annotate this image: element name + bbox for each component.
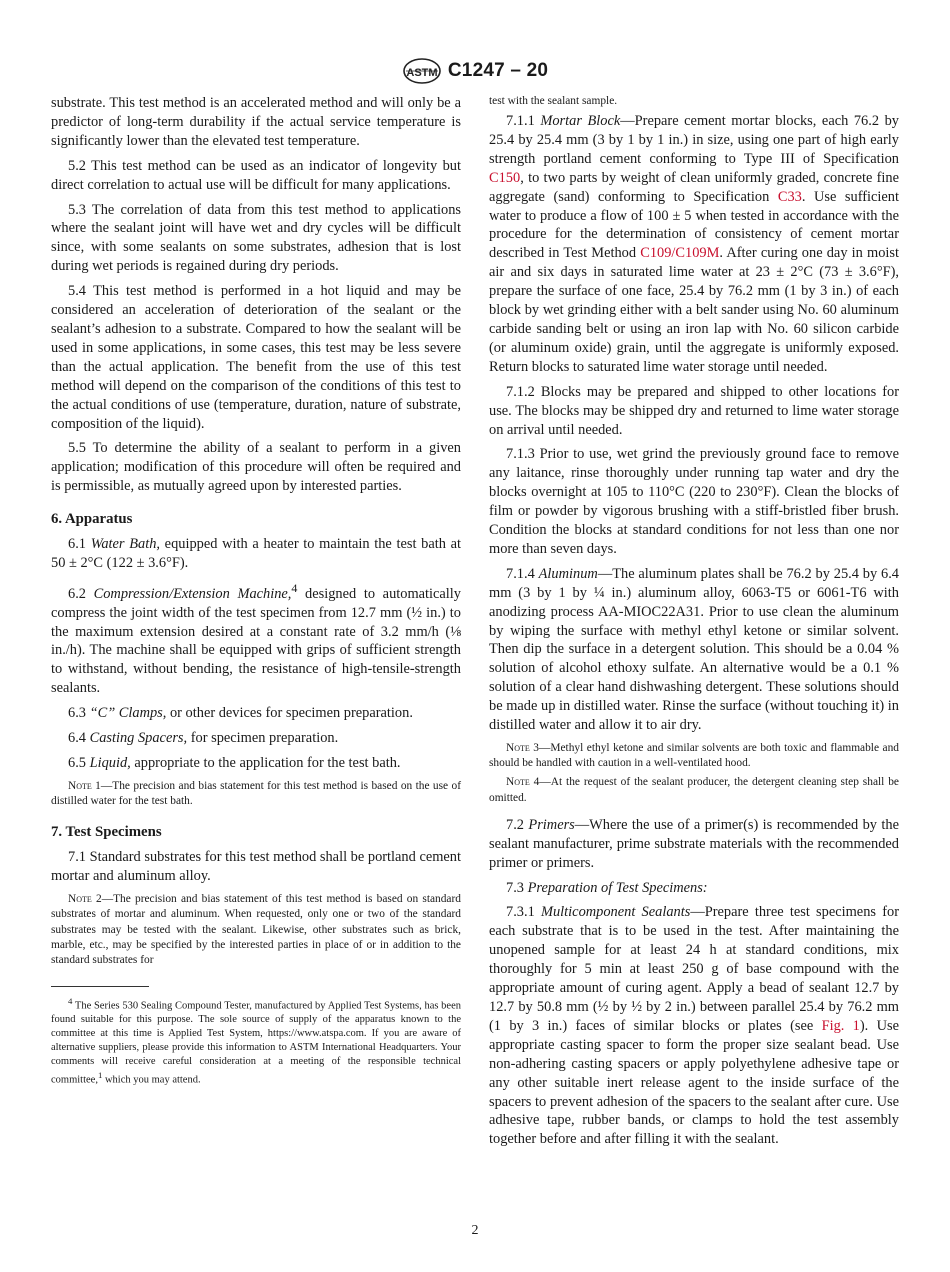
link-c33[interactable]: C33 — [777, 188, 802, 205]
clause-number: 6.3 — [68, 705, 90, 722]
clause-text: for specimen preparation. — [187, 730, 339, 747]
clause-text: . After curing one day in moist air and six days in saturated lime water at 23 ± 2°C (73 ± 3.6°F), prepare the surface of one face, 25.4 by 76.2 mm (1 by 3 in.) of each block by wet grinding either with a belt sander using No. 60 aluminum carbide sanding belt or using an iron lap with No. 60 silicon carbide (or aluminum oxide) grain, until the aggregate is uniformly exposed. Return blocks to saturated lime water storage until needed. — [489, 245, 900, 375]
paragraph-6-2 — [51, 579, 461, 698]
clause-number: 7.3 — [506, 879, 528, 896]
footnote-text-end: which you may attend. — [102, 1074, 201, 1086]
note-2-continued: test with the sealant sample. — [489, 95, 618, 107]
note-2 — [51, 892, 461, 968]
note-label: Note 4 — [506, 776, 540, 789]
term: Mortar Block — [540, 113, 621, 129]
clause-text: —Where the use of a primer(s) is recommended by the sealant manufacturer, prime substrate materials with the recommended primer or primers. — [489, 816, 899, 871]
paragraph-6-3 — [51, 704, 461, 723]
note-3 — [489, 741, 899, 771]
term: Multicomponent Sealants — [541, 904, 691, 921]
clause-text: or other devices for specimen preparation. — [166, 705, 413, 722]
paragraph-5-3: 5.3 The correlation of data from this test method to applications where the sealant joint will have wet and dry cycles will be difficult since, with some sealants on some substrates, adhesion that is lost during wet periods is regained during dry periods. — [51, 201, 461, 275]
clause-number: 7.2 — [506, 816, 529, 833]
paragraph-6-5 — [51, 754, 461, 773]
clause-text: —Prepare three test specimens for each substrate that is to be used in the test. After maintaining the unopened sample for at least 24 h at standard conditions, mix thoroughly for 5 min at least 250 g of base compound with the appropriate amount of curing agent. Apply a bead of sealant 12.7 by 12.7 by 50.8 mm (½ by ½ by 2 in.) between parallel 25.4 by 76.2 mm (1 by 3 in.) faces of similar blocks or plates (see — [489, 904, 899, 1034]
paragraph-5-5: 5.5 To determine the ability of a sealant to perform in a given application; modification of this procedure will often be required and is permissible, as mutually agreed upon by interested parties. — [51, 440, 461, 495]
link-c109[interactable]: C109/C109M — [640, 245, 720, 262]
term: Aluminum — [538, 565, 598, 582]
paragraph-7-1-2: 7.1.2 Blocks may be prepared and shipped to other locations for use. The blocks may be shipped dry and returned to lime water storage on arrival until needed. — [489, 383, 899, 438]
clause-number: 6.4 — [68, 730, 90, 747]
clause-number: 7.1.4 — [506, 565, 539, 582]
note-text: —The precision and bias statement of this test method is based on standard substrates of mortar and aluminum. When requested, only one or two of the standard substrates may be tested with the sealant. Likewise, other substrates such as brick, marble, etc., may be specified by the interested parties in place of or in addition to the standard substrates for — [51, 893, 461, 966]
section-heading-test-specimens: 7. Test Specimens — [51, 824, 162, 841]
paragraph-7-1-4 — [489, 565, 899, 735]
section-heading-apparatus: 6. Apparatus — [51, 511, 133, 528]
note-text: —The precision and bias statement for this test method is based on the use of distilled water for the test bath. — [51, 779, 461, 808]
footnote-4 — [51, 995, 461, 1087]
paragraph-7-1-1 — [489, 112, 899, 377]
paragraph-7-1-3: 7.1.3 Prior to use, wet grind the previously ground face to remove any laitance, rinse thoroughly under running tap water and dry the blocks overnight at 105 to 110°C (220 to 230°F). Clean the blocks of film or powder by vigorous brushing with a stiff-bristled fiber brush. Condition the blocks at standard conditions for not less than one nor more than seven days. — [489, 446, 899, 557]
clause-number: 7.3.1 — [506, 904, 541, 921]
term: Liquid, — [89, 754, 131, 771]
clause-text: , to two parts by weight of clean uniformly graded, concrete fine aggregate (sand) conforming to Specification — [489, 169, 899, 205]
paragraph-7-1: 7.1 Standard substrates for this test method shall be portland cement mortar and aluminum alloy. — [51, 849, 461, 885]
paragraph-5-2: 5.2 This test method can be used as an indicator of longevity but direct correlation to actual use will be difficult for many applications. — [51, 157, 461, 193]
footnote-ref: 4 — [291, 580, 298, 595]
term: Preparation of Test Specimens: — [527, 879, 708, 896]
clause-number: 6.2 — [68, 585, 94, 602]
note-label: Note 1 — [68, 779, 101, 792]
term: Primers — [528, 816, 575, 833]
note-text: —At the request of the sealant producer, the detergent cleaning step shall be omitted. — [489, 776, 899, 804]
note-text: —Methyl ethyl ketone and similar solvents are both toxic and flammable and should be handled with caution in a well-ventilated hood. — [489, 742, 899, 770]
paragraph-5-1-continued: substrate. This test method is an accelerated method and will only be a predictor of long-term durability if the actual service temperature is significantly lower than the elevated test temperature. — [51, 95, 461, 149]
paragraph-7-3 — [489, 879, 899, 898]
footnote-divider — [51, 986, 149, 987]
term: Water Bath, — [90, 536, 160, 553]
note-label: Note 2 — [68, 893, 102, 906]
clause-text: equipped with a heater to maintain the test bath at 50 ± 2°C (122 ± 3.6°F). — [51, 536, 461, 572]
clause-text: . Use sufficient water to produce a flow of 100 ± 5 when tested in accordance with the procedure for the determination of consistency of cement mortar described in Test Method — [489, 188, 899, 262]
page-header — [0, 56, 950, 86]
left-column — [51, 94, 461, 1087]
term: “C” Clamps, — [89, 705, 167, 722]
note-1 — [51, 779, 461, 809]
clause-text: —The aluminum plates shall be 76.2 by 25.4 by 6.4 mm (3 by 1 by ¼ in.) aluminum alloy, 6063-T5 or 6061-T6 with anodizing process AA-MIOC22A31. Prior to use clean the aluminum by wiping the surface with methyl ethyl ketone or similar solvent. Then dip the surface in a detergent solution. This should be a 0.04 % solution of alcohol ethoxy sulfate. An alternative would be a 0.1 % solution of a clear hand dishwashing detergent. These solutions should be made up in distilled water. Rinse the surface (without touching it) in distilled water and allow it to air dry. — [489, 565, 899, 734]
clause-text: ). Use appropriate casting spacer to form the proper size sealant bead. Use non-adhering casting spacers or apply polyethylene adhesive tape or any other suitable inert release agent to the inside surface of the spacers to prevent adhesion of the spacers to the sealant after cure. Use adhesive tape, rubber bands, or clamps to hold the test assembly together before and after filling it with the sealant. — [489, 1017, 899, 1148]
clause-text: —Prepare cement mortar blocks, each 76.2 by 25.4 by 25.4 mm (3 by 1 by 1 in.) in size, using one part of high early strength portland cement conforming to Type III of Specification — [489, 113, 899, 167]
paragraph-6-4 — [51, 729, 461, 748]
logo-text: ASTM — [406, 67, 438, 79]
term: Casting Spacers, — [89, 730, 188, 747]
footnote-text: The Series 530 Sealing Compound Tester, manufactured by Applied Test Systems, has been found suitable for this purpose. The sole source of supply of the apparatus known to the committee at this time is Applied Test System, https://www.atspa.com. If you are aware of alternative suppliers, please provide this information to ASTM International Headquarters. Your comments will receive careful consideration at a meeting of the responsible technical committee, — [51, 1000, 461, 1086]
paragraph-7-3-1 — [489, 903, 899, 1149]
footnote-marker: 4 — [68, 996, 73, 1007]
note-label: Note 3 — [506, 742, 539, 754]
paragraph-6-1 — [51, 535, 461, 573]
link-c150[interactable]: C150 — [489, 169, 521, 186]
clause-number: 6.5 — [68, 754, 90, 771]
clause-text: designed to automatically compress the joint width of the test specimen from 12.7 mm (½ in.) to the maximum extension desired at a constant rate of 3.2 mm/h (⅛ in./h). The machine shall be equipped with grips of sufficient strength to withstand, without bending, the resistance of high-tensile-strength sealants. — [51, 585, 461, 697]
term: Compression/Extension Machine, — [93, 585, 292, 602]
footnote-ref: 1 — [97, 1069, 103, 1080]
clause-number: 7.1.1 — [506, 113, 541, 129]
clause-text: appropriate to the application for the test bath. — [130, 754, 401, 771]
note-4 — [489, 775, 899, 805]
right-column — [489, 94, 899, 1155]
page-number: 2 — [471, 1223, 479, 1238]
link-fig-1[interactable]: Fig. 1 — [821, 1017, 860, 1034]
paragraph-7-2 — [489, 816, 899, 873]
paragraph-5-4: 5.4 This test method is performed in a hot liquid and may be considered an acceleration of deterioration of the sealant or the sealant’s adhesion to a substrate. Compared to how the sealant will be used in some applications, in some cases, this test may be less severe than the actual application. The benefit from the use of this test method will depend on the comparison of the conditions of this test to the actual conditions of use (temperature, duration, nature of substrate, composition of the liquid). — [51, 283, 461, 432]
clause-number: 6.1 — [68, 536, 91, 553]
astm-logo-icon — [402, 57, 442, 85]
document-designation: C1247 – 20 — [447, 60, 549, 81]
